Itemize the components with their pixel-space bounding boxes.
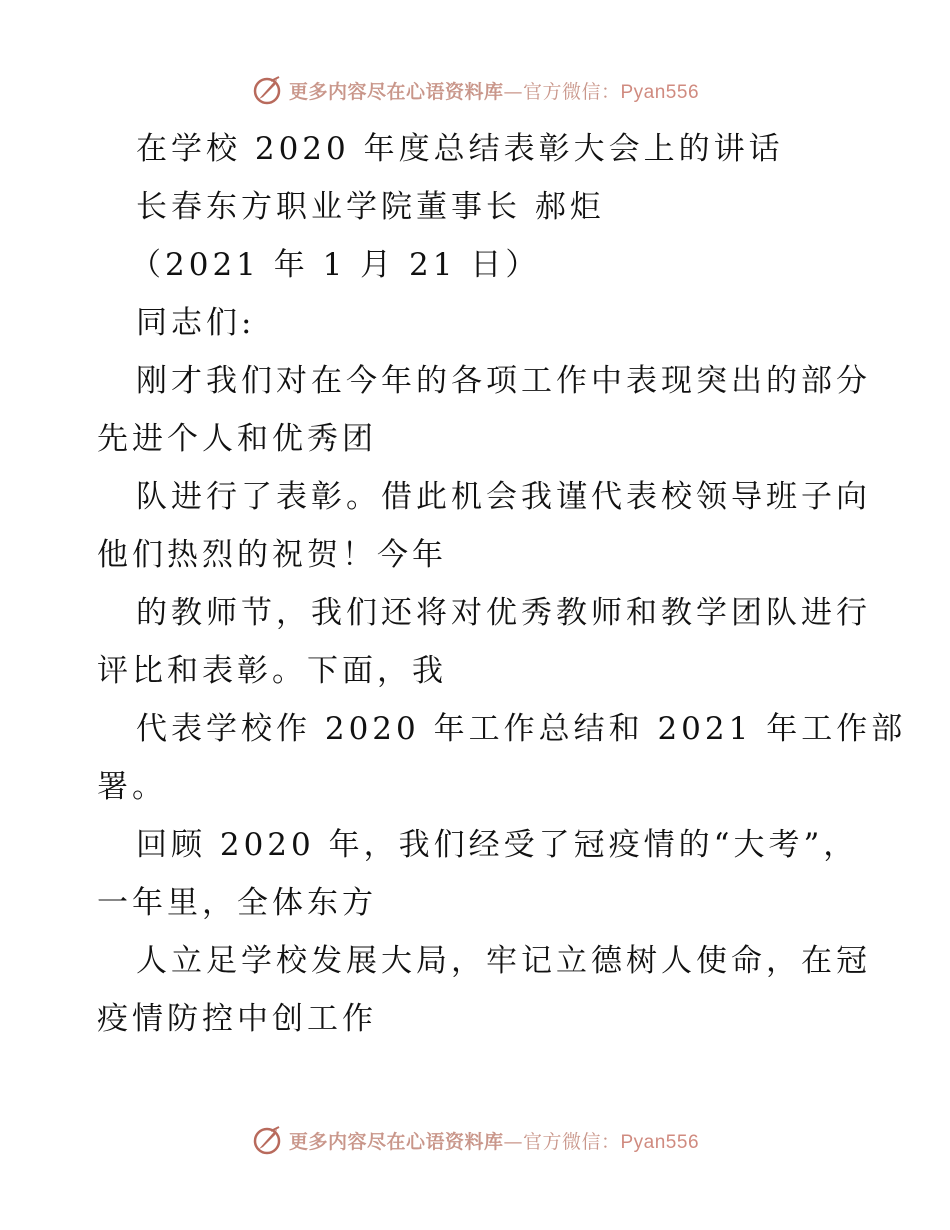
watermark-brand: 更多内容尽在心语资料库 bbox=[288, 80, 504, 103]
paragraph-line: 评比和表彰。下面，我 bbox=[97, 653, 447, 689]
watermark-label: 官方微信： bbox=[522, 80, 621, 103]
watermark-wechat-id: Pyan556 bbox=[620, 1131, 700, 1153]
watermark-separator: — bbox=[503, 1130, 523, 1153]
quill-circle-icon bbox=[251, 73, 285, 107]
paragraph-line: 代表学校作 2020 年工作总结和 2021 年工作部 bbox=[136, 711, 907, 747]
quill-circle-icon bbox=[251, 1123, 285, 1157]
header-watermark bbox=[0, 70, 950, 110]
salutation: 同志们: bbox=[136, 305, 256, 341]
author-line: 长春东方职业学院董事长 郝炬 bbox=[136, 189, 605, 225]
date-line: （2021 年 1 月 21 日） bbox=[130, 247, 541, 283]
watermark-separator: — bbox=[503, 80, 523, 103]
watermark-text bbox=[289, 1127, 699, 1154]
paragraph-line: 他们热烈的祝贺！今年 bbox=[97, 537, 447, 573]
paragraph-line: 回顾 2020 年，我们经受了冠疫情的“大考”， bbox=[136, 827, 859, 863]
paragraph-line: 署。 bbox=[97, 769, 167, 805]
paragraph-line: 队进行了表彰。借此机会我谨代表校领导班子向 bbox=[136, 479, 871, 515]
watermark-text bbox=[289, 77, 699, 104]
document-title: 在学校 2020 年度总结表彰大会上的讲话 bbox=[136, 131, 784, 167]
paragraph-line: 一年里，全体东方 bbox=[97, 885, 377, 921]
document-body bbox=[97, 120, 907, 1048]
watermark-wechat-id: Pyan556 bbox=[620, 81, 700, 103]
paragraph-line: 疫情防控中创工作 bbox=[97, 1001, 377, 1037]
footer-watermark bbox=[0, 1120, 950, 1160]
paragraph-line: 刚才我们对在今年的各项工作中表现突出的部分 bbox=[136, 363, 871, 399]
paragraph-line: 人立足学校发展大局，牢记立德树人使命，在冠 bbox=[136, 943, 871, 979]
paragraph-line: 先进个人和优秀团 bbox=[97, 421, 377, 457]
paragraph-line: 的教师节，我们还将对优秀教师和教学团队进行 bbox=[136, 595, 871, 631]
watermark-brand: 更多内容尽在心语资料库 bbox=[288, 1130, 504, 1153]
watermark-label: 官方微信： bbox=[522, 1130, 621, 1153]
